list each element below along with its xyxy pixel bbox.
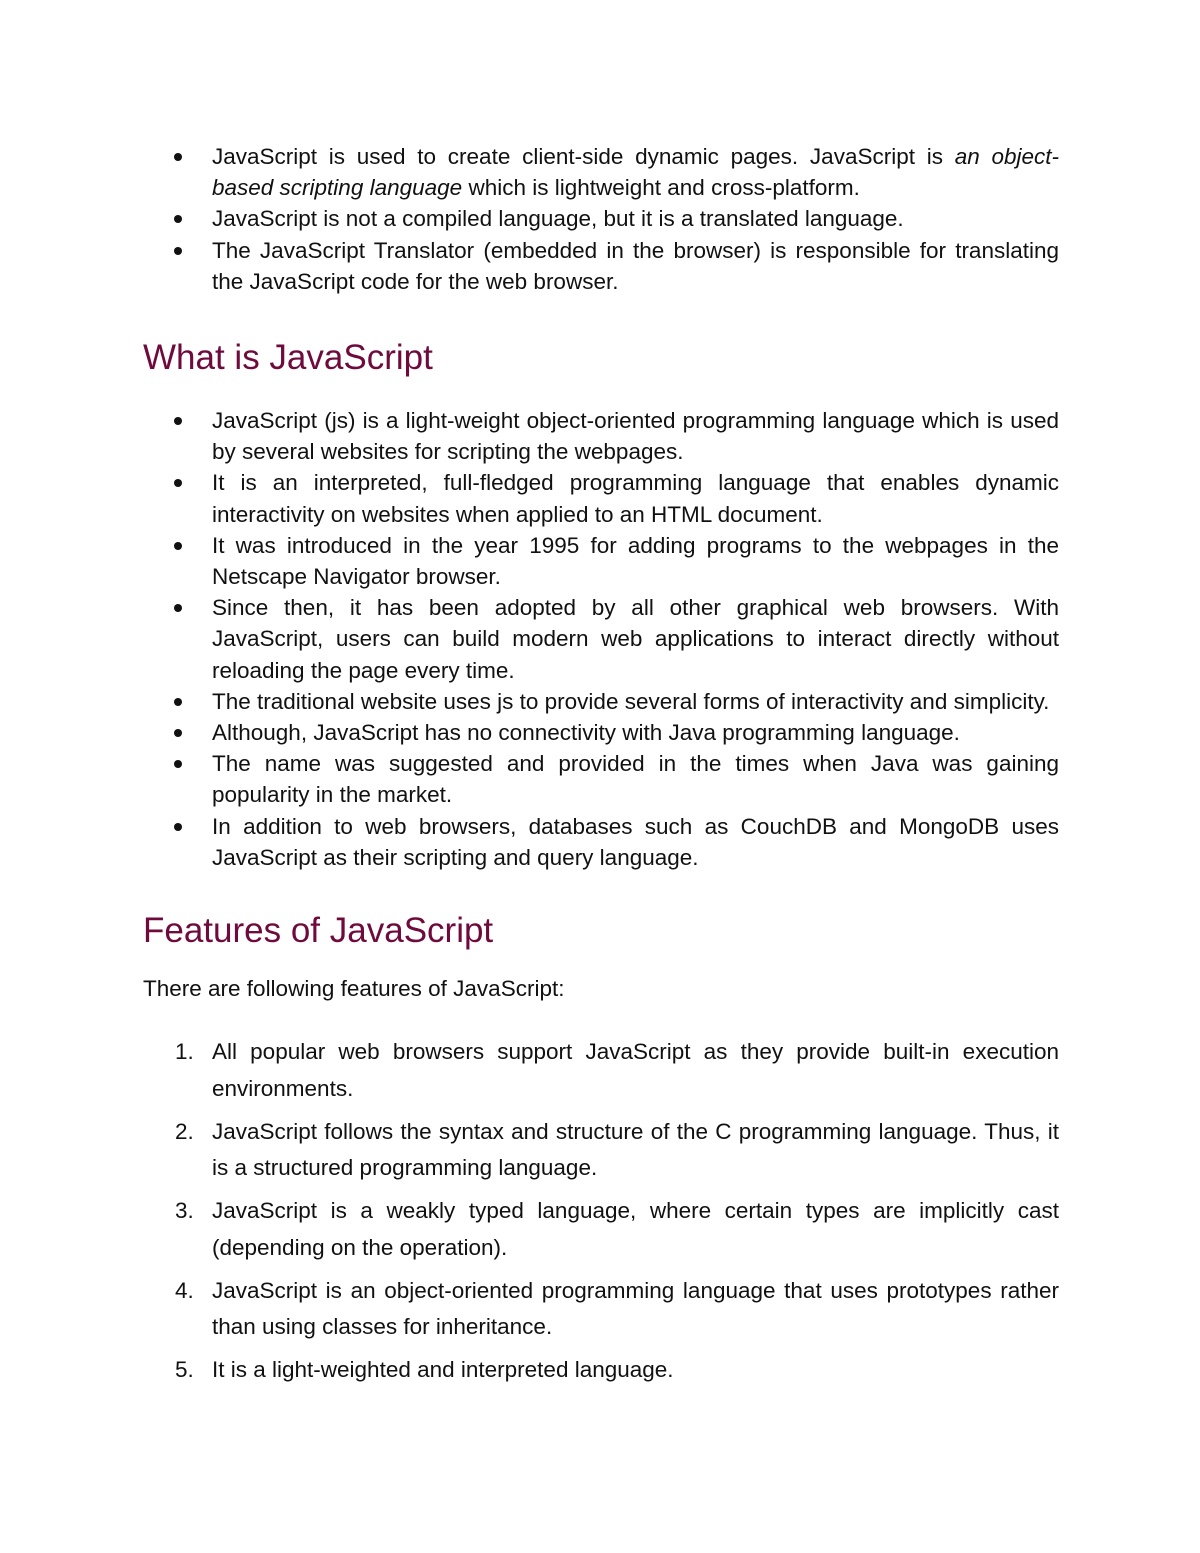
list-item-text: JavaScript is an object-oriented programming language that uses prototypes rather than using classes for inheritance.: [212, 1277, 1059, 1340]
list-item: It was introduced in the year 1995 for adding programs to the webpages in the Netscape Navigator browser.: [143, 530, 1059, 592]
list-item: JavaScript is not a compiled language, but it is a translated language.: [143, 203, 1059, 234]
list-item-text: JavaScript follows the syntax and structure of the C programming language. Thus, it is a structured programming language.: [212, 1118, 1059, 1181]
features-numbered-list: [143, 1034, 1059, 1389]
list-number: 5.: [175, 1357, 194, 1383]
list-item: The name was suggested and provided in the times when Java was gaining popularity in the market.: [143, 748, 1059, 810]
list-item: It is an interpreted, full-fledged programming language that enables dynamic interactivity on websites when applied to an HTML document.: [143, 467, 1059, 529]
list-item: JavaScript (js) is a light-weight object-oriented programming language which is used by several websites for scripting the webpages.: [143, 405, 1059, 467]
list-item: The JavaScript Translator (embedded in the browser) is responsible for translating the JavaScript code for the web browser.: [143, 235, 1059, 297]
numbered-list-item: [143, 1352, 1059, 1389]
list-item: [143, 141, 1059, 203]
list-item: Since then, it has been adopted by all other graphical web browsers. With JavaScript, users can build modern web applications to interact directly without reloading the page every time.: [143, 592, 1059, 686]
list-item-text: JavaScript is a weakly typed language, where certain types are implicitly cast (depending on the operation).: [212, 1198, 1059, 1260]
features-lead-paragraph: There are following features of JavaScript:: [143, 976, 565, 1002]
emphasis-text: an object-based scripting language: [212, 144, 1060, 201]
list-item-text: It is a light-weighted and interpreted language.: [212, 1357, 674, 1383]
numbered-list-item: [143, 1193, 1059, 1266]
list-item: The traditional website uses js to provide several forms of interactivity and simplicity.: [143, 686, 1059, 717]
intro-bullet-list: [143, 141, 1059, 297]
list-item-text: which is lightweight and cross-platform.: [462, 175, 860, 201]
list-item: In addition to web browsers, databases such as CouchDB and MongoDB uses JavaScript as their scripting and query language.: [143, 811, 1059, 873]
list-number: 4.: [175, 1277, 194, 1303]
numbered-list-item: [143, 1034, 1059, 1107]
list-number: 3.: [175, 1198, 194, 1224]
list-item-text: JavaScript is used to create client-side dynamic pages. JavaScript is: [212, 144, 955, 169]
section-heading-what-is-javascript: What is JavaScript: [143, 338, 433, 378]
list-number: 2.: [175, 1118, 194, 1144]
document-page: [143, 141, 1059, 1395]
list-number: 1.: [175, 1039, 194, 1065]
numbered-list-item: [143, 1273, 1059, 1346]
numbered-list-item: [143, 1114, 1059, 1187]
list-item-text: All popular web browsers support JavaScript as they provide built-in execution environments.: [212, 1039, 1059, 1101]
list-item: Although, JavaScript has no connectivity with Java programming language.: [143, 717, 1059, 748]
what-is-bullet-list: [143, 405, 1059, 873]
section-heading-features: Features of JavaScript: [143, 911, 494, 951]
